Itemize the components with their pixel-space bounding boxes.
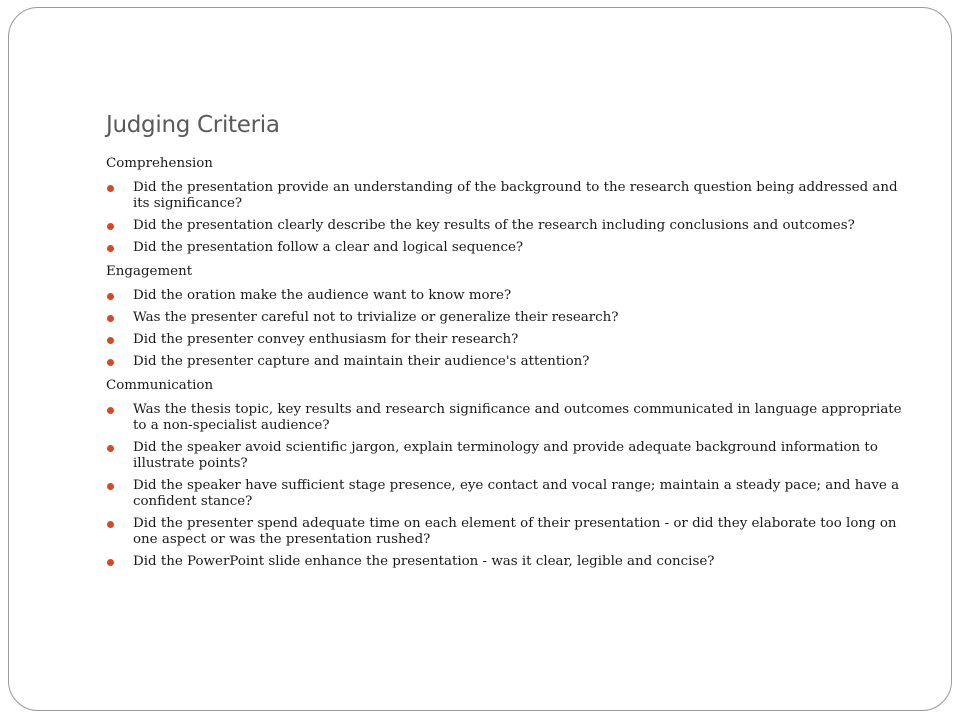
bullet-text: Did the speaker avoid scientific jargon, explain terminology and provide adequate background information to illustrate points? (133, 440, 878, 471)
bullet-list (106, 402, 906, 570)
bullet-item (106, 554, 906, 570)
bullet-list (106, 288, 906, 370)
bullet-text: Was the thesis topic, key results and research significance and outcomes communicated in language appropriate to a non-specialist audience? (133, 402, 902, 433)
section-comprehension (106, 154, 906, 256)
bullet-text: Did the presenter spend adequate time on each element of their presentation - or did they elaborate too long on one aspect or was the presentation rushed? (133, 516, 897, 547)
bullet-item (106, 440, 906, 472)
bullet-text: Was the presenter careful not to trivialize or generalize their research? (133, 310, 619, 325)
bullet-icon (107, 293, 114, 300)
bullet-item (106, 180, 906, 212)
bullet-item (106, 288, 906, 304)
bullet-item (106, 332, 906, 348)
bullet-icon (107, 521, 114, 528)
bullet-text: Did the speaker have sufficient stage presence, eye contact and vocal range; maintain a steady pace; and have a confident stance? (133, 478, 900, 509)
bullet-icon (107, 315, 114, 322)
section-heading: Comprehension (106, 156, 213, 171)
slide-title: Judging Criteria (106, 112, 280, 138)
bullet-text: Did the PowerPoint slide enhance the presentation - was it clear, legible and concise? (133, 554, 715, 569)
bullet-text: Did the presentation clearly describe the key results of the research including conclusions and outcomes? (133, 218, 855, 233)
bullet-text: Did the presentation provide an understanding of the background to the research question being addressed and its significance? (133, 180, 898, 211)
bullet-item (106, 240, 906, 256)
bullet-icon (107, 245, 114, 252)
bullet-icon (107, 559, 114, 566)
bullet-icon (107, 445, 114, 452)
bullet-item (106, 402, 906, 434)
bullet-icon (107, 223, 114, 230)
bullet-icon (107, 407, 114, 414)
bullet-icon (107, 483, 114, 490)
section-heading: Engagement (106, 264, 193, 279)
bullet-text: Did the presentation follow a clear and logical sequence? (133, 240, 524, 255)
bullet-text: Did the presenter capture and maintain their audience's attention? (133, 354, 590, 369)
bullet-text: Did the oration make the audience want to know more? (133, 288, 512, 303)
bullet-item (106, 516, 906, 548)
slide-content (106, 154, 906, 576)
bullet-item (106, 354, 906, 370)
bullet-item (106, 218, 906, 234)
bullet-list (106, 180, 906, 256)
bullet-icon (107, 337, 114, 344)
section-heading: Communication (106, 378, 214, 393)
bullet-icon (107, 185, 114, 192)
bullet-text: Did the presenter convey enthusiasm for their research? (133, 332, 519, 347)
section-communication (106, 376, 906, 570)
bullet-icon (107, 359, 114, 366)
bullet-item (106, 478, 906, 510)
section-engagement (106, 262, 906, 370)
bullet-item (106, 310, 906, 326)
